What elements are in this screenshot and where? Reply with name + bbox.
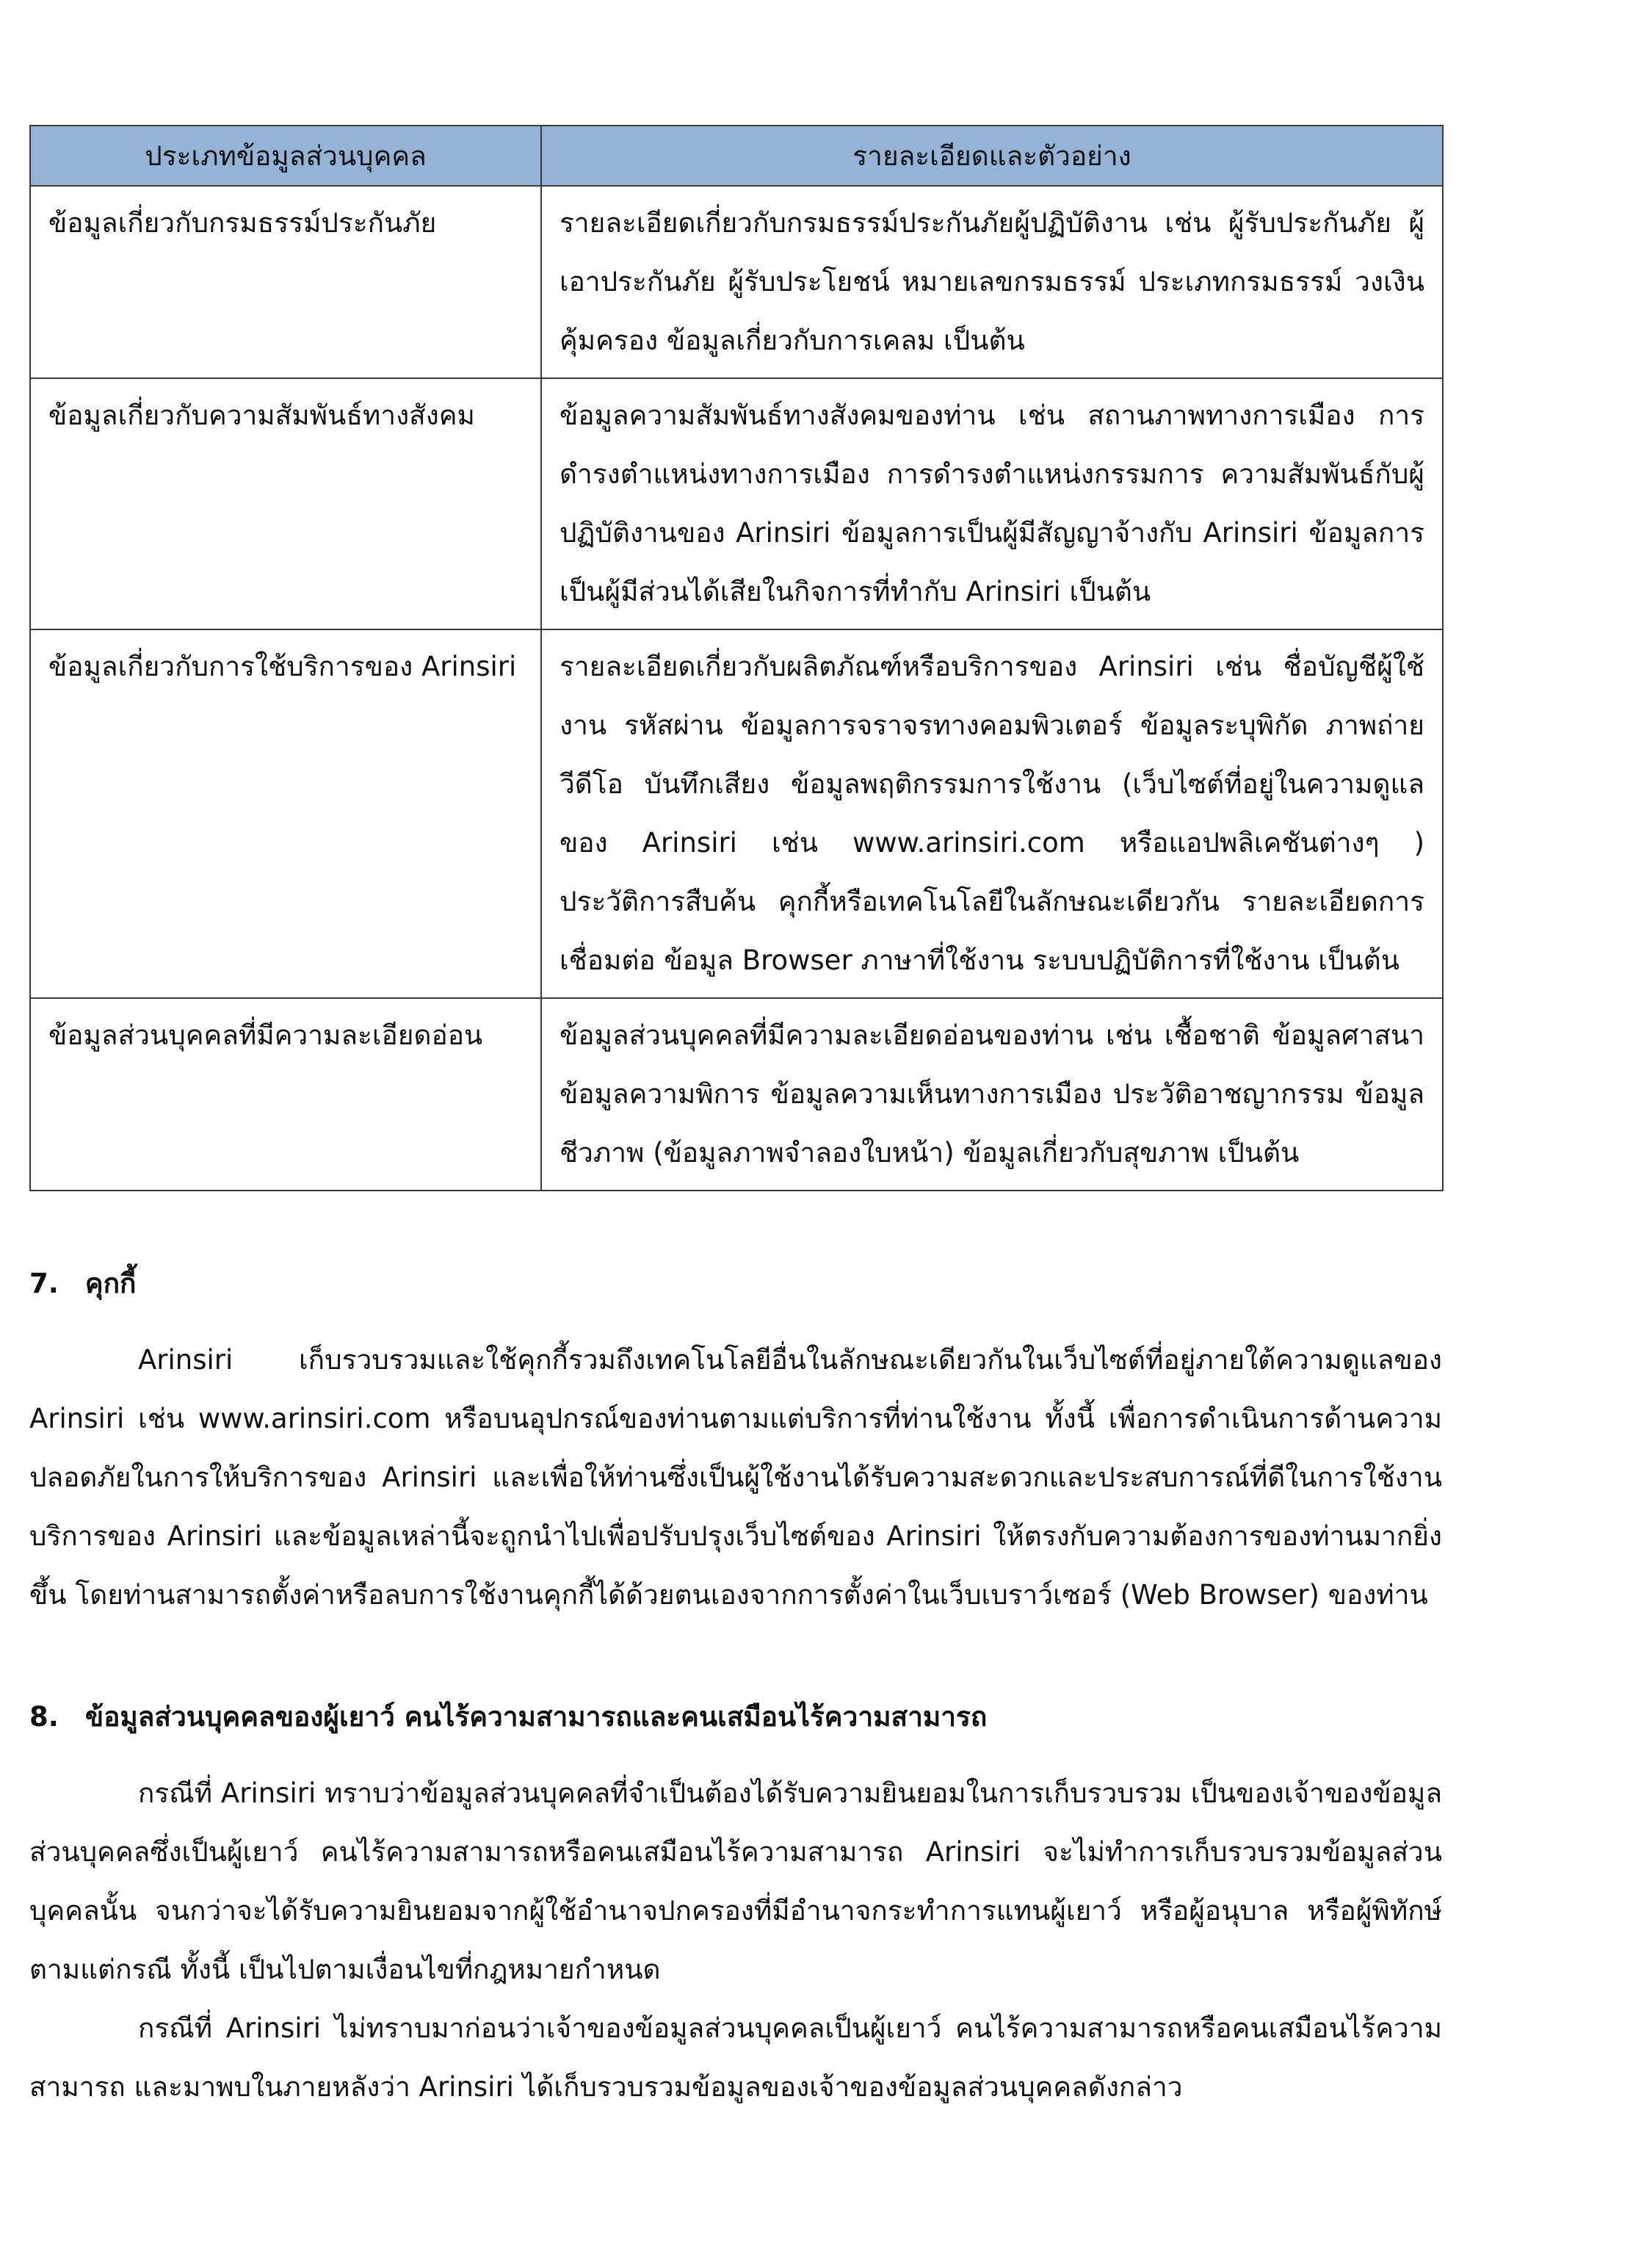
section-paragraph: Arinsiri เก็บรวบรวมและใช้คุกกี้รวมถึงเทคโนโลยีอื่นในลักษณะเดียวกันในเว็บไซต์ที่อยู่ภายใต้ความดูแลของ Arinsiri เช่น www.arinsiri.com หรือบนอุปกรณ์ของท่านตามแต่บริการที่ท่านใช้งาน ทั้งนี้ เพื่อการดำเนินการด้านความปลอดภัยในการให้บริการของ Arinsiri และเพื่อให้ท่านซึ่งเป็นผู้ใช้งานได้รับความสะดวกและประสบการณ์ที่ดีในการใช้งานบริการของ Arinsiri และข้อมูลเหล่านี้จะถูกนำไปเพื่อปรับปรุงเว็บไซต์ของ Arinsiri ให้ตรงกับความต้องการของท่านมากยิ่งขึ้น โดยท่านสามารถตั้งค่าหรือลบการใช้งานคุกกี้ได้ด้วยตนเองจากการตั้งค่าในเว็บเบราว์เซอร์ (Web Browser) ของท่าน [29, 1344, 1442, 1611]
section-title: ข้อมูลส่วนบุคคลของผู้เยาว์ คนไร้ความสามารถและคนเสมือนไร้ความสามารถ [84, 1701, 988, 1733]
row-type-cell: ข้อมูลเกี่ยวกับกรมธรรม์ประกันภัย [30, 186, 541, 378]
table-row [30, 378, 1443, 629]
row-detail-cell: ข้อมูลความสัมพันธ์ทางสังคมของท่าน เช่น สถานภาพทางการเมือง การดำรงตำแหน่งทางการเมือง การดำรงตำแหน่งกรรมการ ความสัมพันธ์กับผู้ปฏิบัติงานของ Arinsiri ข้อมูลการเป็นผู้มีสัญญาจ้างกับ Arinsiri ข้อมูลการเป็นผู้มีส่วนได้เสียในกิจการที่ทำกับ Arinsiri เป็นต้น [541, 378, 1443, 629]
header-data-type: ประเภทข้อมูลส่วนบุคคล [30, 126, 541, 186]
table-row [30, 186, 1443, 378]
section-cookies [29, 1262, 1442, 1625]
row-type-cell: ข้อมูลส่วนบุคคลที่มีความละเอียดอ่อน [30, 998, 541, 1191]
header-details: รายละเอียดและตัวอย่าง [541, 126, 1443, 186]
section-paragraph: กรณีที่ Arinsiri ทราบว่าข้อมูลส่วนบุคคลที่จำเป็นต้องได้รับความยินยอมในการเก็บรวบรวม เป็นของเจ้าของข้อมูลส่วนบุคคลซึ่งเป็นผู้เยาว์ คนไร้ความสามารถหรือคนเสมือนไร้ความสามารถ Arinsiri จะไม่ทำการเก็บรวบรวมข้อมูลส่วนบุคคลนั้น จนกว่าจะได้รับความยินยอมจากผู้ใช้อำนาจปกครองที่มีอำนาจกระทำการแทนผู้เยาว์ หรือผู้อนุบาล หรือผู้พิทักษ์ตามแต่กรณี ทั้งนี้ เป็นไปตามเงื่อนไขที่กฎหมายกำหนด [29, 1777, 1442, 1985]
row-detail-cell: รายละเอียดเกี่ยวกับกรมธรรม์ประกันภัยผู้ปฏิบัติงาน เช่น ผู้รับประกันภัย ผู้เอาประกันภัย ผู้รับประโยชน์ หมายเลขกรมธรรม์ ประเภทกรมธรรม์ วงเงินคุ้มครอง ข้อมูลเกี่ยวกับการเคลม เป็นต้น [541, 186, 1443, 378]
table-row [30, 998, 1443, 1191]
section-minors [29, 1695, 1442, 2117]
table-row [30, 629, 1443, 998]
personal-data-table [29, 125, 1444, 1191]
row-detail-cell: รายละเอียดเกี่ยวกับผลิตภัณฑ์หรือบริการของ Arinsiri เช่น ชื่อบัญชีผู้ใช้งาน รหัสผ่าน ข้อมูลการจราจรทางคอมพิวเตอร์ ข้อมูลระบุพิกัด ภาพถ่าย วีดีโอ บันทึกเสียง ข้อมูลพฤติกรรมการใช้งาน (เว็บไซต์ที่อยู่ในความดูแลของ Arinsiri เช่น www.arinsiri.com หรือแอปพลิเคชันต่างๆ ) ประวัติการสืบค้น คุกกี้หรือเทคโนโลยีในลักษณะเดียวกัน รายละเอียดการเชื่อมต่อ ข้อมูล Browser ภาษาที่ใช้งาน ระบบปฏิบัติการที่ใช้งาน เป็นต้น [541, 629, 1443, 998]
section-heading [29, 1695, 1442, 1739]
row-type-cell: ข้อมูลเกี่ยวกับการใช้บริการของ Arinsiri [30, 629, 541, 998]
row-detail-cell: ข้อมูลส่วนบุคคลที่มีความละเอียดอ่อนของท่าน เช่น เชื้อชาติ ข้อมูลศาสนา ข้อมูลความพิการ ข้อมูลความเห็นทางการเมือง ประวัติอาชญากรรม ข้อมูลชีวภาพ (ข้อมูลภาพจำลองใบหน้า) ข้อมูลเกี่ยวกับสุขภาพ เป็นต้น [541, 998, 1443, 1191]
row-type-cell: ข้อมูลเกี่ยวกับความสัมพันธ์ทางสังคม [30, 378, 541, 629]
section-number: 7. [29, 1268, 59, 1299]
section-number: 8. [29, 1701, 59, 1733]
section-title: คุกกี้ [84, 1268, 137, 1299]
section-heading [29, 1262, 1442, 1306]
section-paragraph: กรณีที่ Arinsiri ไม่ทราบมาก่อนว่าเจ้าของข้อมูลส่วนบุคคลเป็นผู้เยาว์ คนไร้ความสามารถหรือคนเสมือนไร้ความสามารถ และมาพบในภายหลังว่า Arinsiri ได้เก็บรวบรวมข้อมูลของเจ้าของข้อมูลส่วนบุคคลดังกล่าว [29, 2012, 1442, 2103]
table-header-row [30, 126, 1443, 186]
